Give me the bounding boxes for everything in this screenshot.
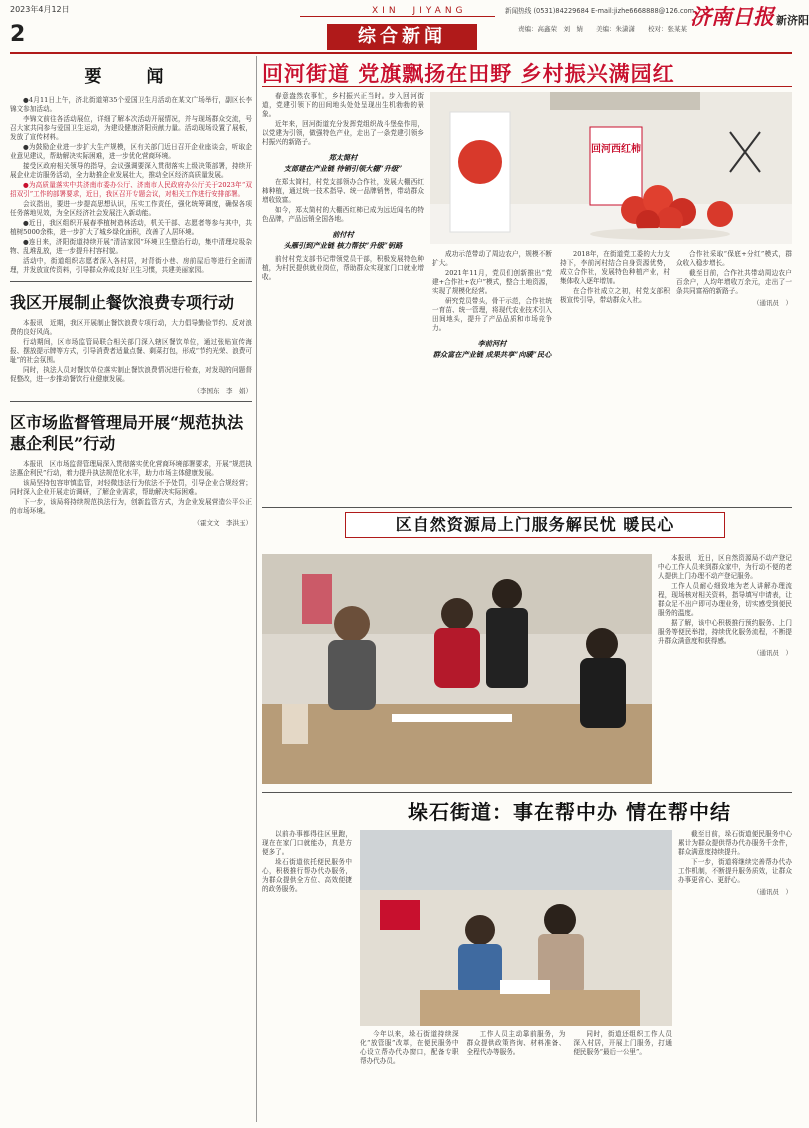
article-byline: （通讯员 ） <box>753 299 792 307</box>
article-byline: （通讯员 ） <box>753 649 792 657</box>
article-paragraph: 同时，街道还组织工作人员深入村居，开展上门服务，打通便民服务“最后一公里”。 <box>573 1030 672 1056</box>
home-service-photo-illustration <box>262 554 652 784</box>
story-headline: 我区开展制止餐饮浪费专项行动 <box>10 293 235 312</box>
article-paragraph: 2021年11月，党员们创新推出“党建+合作社+农户”模式，整合土地资源，实现了规模化经营。 <box>432 269 552 295</box>
service-hall-photo-illustration <box>360 830 672 1026</box>
left-paragraph: ●连日来，济阳街道持续开展“清洁家园”环境卫生整治行动，集中清理垃圾杂物、乱堆乱放，进一步提升村容村貌。 <box>10 238 252 255</box>
logo-text: 济南日报 <box>690 4 774 29</box>
article-divider <box>262 507 792 508</box>
article-paragraph: 工作人员耐心细致地为老人讲解办理流程，现场核对相关资料，指导填写申请表，让群众足不出户即可办理业务，切实感受到便民服务的温度。 <box>658 582 792 617</box>
pinyin-nameplate: XIN JIYANG <box>372 6 467 16</box>
article-paragraph: 以前办事都得往区里跑，现在在家门口就能办，真是方便多了。 <box>262 830 352 856</box>
article-paragraph: 合作社采取“保底+分红”模式，群众收入稳步增长。 <box>676 250 792 267</box>
article2-headline: 区自然资源局上门服务解民忧 暖民心 <box>345 512 725 538</box>
masthead-rule <box>10 52 792 54</box>
article-paragraph: 在合作社成立之初，村党支部积极宣传引导，带动群众入社。 <box>560 287 670 304</box>
article-paragraph: 截至目前，合作社共带动周边农户百余户，人均年增收万余元，走出了一条共同富裕的新路子。 <box>676 269 792 295</box>
article-paragraph: 成功示范带动了周边农户，规模不断扩大。 <box>432 250 552 267</box>
left-paragraph: 会议指出，要进一步提高思想认识，压实工作责任，强化统筹调度，确保各项任务落地见效，为全区经济社会发展注入新动能。 <box>10 200 252 217</box>
story-byline: （李国东 李 娟） <box>193 387 252 395</box>
article-paragraph: 研究党员带头，骨干示范，合作社统一育苗、统一管理，将现代农业技术引入田间地头，提升了产品品质和市场竞争力。 <box>432 297 552 332</box>
article-paragraph: 春意盎然农事忙，乡村振兴正当时。步入回河街道，党建引领下的田间地头处处呈现出生机勃勃的景象。 <box>262 92 424 118</box>
story-paragraph: 同时，执法人员对餐饮单位落实制止餐饮浪费情况进行检查，对发现的问题督促整改，进一步推动餐饮行业健康发展。 <box>10 366 252 383</box>
article3-column-1 <box>262 830 352 1120</box>
logo-subtitle: 新济阳 <box>776 14 809 27</box>
article1-column-3 <box>560 250 670 504</box>
tomato-photo-illustration <box>430 92 792 244</box>
article1-photo-tomatoes <box>430 92 792 244</box>
page-number: 2 <box>10 22 26 47</box>
article-paragraph: 截至目前，垛石街道便民服务中心累计为群众提供帮办代办服务千余件，群众满意度持续提升。 <box>678 830 792 856</box>
story-byline: （霍文文 李洪玉） <box>193 519 252 527</box>
article-subhead: 李前河村 群众富在产业链 成果共享“向暖”民心 <box>432 339 552 359</box>
article-paragraph: 据了解，该中心积极推行预约服务、上门服务等便民举措，持续优化服务流程，不断提升群众满意度和获得感。 <box>658 619 792 645</box>
column-divider <box>256 56 257 1122</box>
story-headline: 区市场监督管理局开展“规范执法惠企利民”行动 <box>10 413 244 453</box>
story-paragraph: 本报讯 近期，我区开展制止餐饮浪费专项行动，大力倡导勤俭节约、反对浪费的良好风尚。 <box>10 319 252 336</box>
product-sign-text: 回河西红柿 <box>591 144 641 155</box>
article-paragraph: 如今，郑太简村的大棚西红柿已成为远近闻名的特色品牌，产品远销全国各地。 <box>262 206 424 223</box>
article1-column-4 <box>676 250 792 504</box>
article-byline: （通讯员 ） <box>753 888 792 896</box>
article1-column-2 <box>432 250 552 504</box>
article-subhead: 郑太简村 支部建在产业链 待销引领大棚“升级” <box>283 153 403 173</box>
article1-column-1 <box>262 92 424 504</box>
story-paragraph: 下一步，该局将持续规范执法行为，创新监管方式，为企业发展营造公平公正的市场环境。 <box>10 498 252 515</box>
nameplate-rule <box>300 16 495 17</box>
article-paragraph: 垛石街道依托便民服务中心，积极推行帮办代办服务，为群众提供全方位、高效便捷的政务服务。 <box>262 858 352 893</box>
article2-photo-service <box>262 554 652 784</box>
article-paragraph: 在郑太简村，村党支部领办合作社，发展大棚西红柿种植，通过统一技术指导、统一品牌销售，带动群众增收致富。 <box>262 178 424 204</box>
article-paragraph: 本报讯 近日，区自然资源局不动产登记中心工作人员来到群众家中，为行动不便的老人提供上门办理不动产登记服务。 <box>658 554 792 580</box>
article3-photo-service-hall <box>360 830 672 1026</box>
story-paragraph: 行动期间，区市场监管局联合相关部门深入辖区餐饮单位，通过张贴宣传海报、摆放提示牌等方式，引导消费者适量点餐、剩菜打包，形成“节约光荣、浪费可耻”的社会氛围。 <box>10 338 252 364</box>
left-column <box>10 58 252 1120</box>
article2-text <box>658 554 792 790</box>
left-paragraph: ●近日，我区组织开展春季植树造林活动，机关干部、志愿者等参与其中，共植树5000余株，进一步扩大了城乡绿化面积，改善了人居环境。 <box>10 219 252 236</box>
article-paragraph: 工作人员主动靠前服务，为群众提供政策咨询、材料准备、全程代办等服务。 <box>466 1030 566 1056</box>
story-paragraph: 该局坚持包容审慎监管，对轻微违法行为依法不予处罚，引导企业合规经营；同时深入企业开展走访调研，了解企业需求，帮助解决实际困难。 <box>10 479 252 496</box>
article-paragraph: 2018年，在街道党工委的大力支持下，李前河村结合自身资源优势，成立合作社，发展特色种植产业，村集体收入逐年增加。 <box>560 250 670 285</box>
editors-credit: 责编：高鑫荣 刘 婧 美编：朱潇潇 校对：张某某 <box>518 25 687 33</box>
news-roundup-title: 要 闻 <box>84 67 178 87</box>
article-divider <box>262 792 792 793</box>
article1-headline: 回河街道 党旗飘扬在田野 乡村振兴满园红 <box>262 61 675 86</box>
left-paragraph: 李锦文前往各活动展位，详细了解本次活动开展情况，并与现场群众交流，号召大家共同参与爱国卫生运动，为建设健康济阳贡献力量。活动现场设置了展板，发放了宣传材料。 <box>10 115 252 141</box>
article-paragraph: 今年以来，垛石街道持续深化“放管服”改革，在便民服务中心设立帮办代办窗口，配备专职帮办代办员。 <box>360 1030 459 1065</box>
article-paragraph: 前付村党支部书记带领党员干部，积极发展特色种植，为村民提供就业岗位，帮助群众实现家门口就业增收。 <box>262 255 424 281</box>
left-paragraph: 活动中，街道组织志愿者深入各村居，对背街小巷、房前屋后等进行全面清理，并发放宣传资料，引导群众养成良好卫生习惯，共建美丽家园。 <box>10 257 252 274</box>
left-paragraph: ●为鼓励企业进一步扩大生产规模，区有关部门近日召开企业座谈会，听取企业意见建议，帮助解决实际困难，进一步优化营商环境。 <box>10 143 252 160</box>
issue-date: 2023年4月12日 <box>10 5 70 14</box>
left-paragraph-highlight: ●为高质量落实中共济南市委办公厅、济南市人民政府办公厅关于2023年“双招双引”工作的部署要求，近日，我区召开专题会议，对相关工作进行安排部署。 <box>10 181 252 198</box>
article-subhead: 前付村 头雁引到产业链 核力帮扶“升级”钥路 <box>283 230 403 250</box>
story-divider <box>10 281 252 282</box>
section-title: 综合新闻 <box>327 24 477 50</box>
left-paragraph: 接受区政府相关领导的指导，会议强调要深入贯彻落实上级决策部署，持续开展企业走访服务活动，全力助推企业发展壮大，推动全区经济高质量发展。 <box>10 162 252 179</box>
article3-column-3 <box>678 830 792 1120</box>
newspaper-logo <box>690 1 809 31</box>
story-paragraph: 本报讯 区市场监督管理局深入贯彻落实优化营商环境部署要求，开展“规范执法惠企利民”行动，着力提升执法规范化水平，助力市场主体健康发展。 <box>10 460 252 477</box>
article-paragraph: 下一步，街道将继续完善帮办代办工作机制，不断提升服务质效，让群众办事更省心、更舒心。 <box>678 858 792 884</box>
article3-column-2 <box>360 1030 672 1120</box>
headline-rule <box>262 86 792 87</box>
article3-headline: 垛石街道：事在帮中办 情在帮中结 <box>408 800 731 824</box>
contact-info: 新闻热线 (0531)84229684 E-mail:jizhe6668888@126.com <box>505 7 695 15</box>
left-paragraph: ●4月11日上午，济北街道第35个爱国卫生月活动在某文广场举行，副区长李锦文参加活动。 <box>10 96 252 113</box>
story-divider <box>10 401 252 402</box>
article-paragraph: 近年来，回河街道充分发挥党组织战斗堡垒作用，以党建为引领，做强特色产业，走出了一条党建引领乡村振兴的新路子。 <box>262 120 424 146</box>
